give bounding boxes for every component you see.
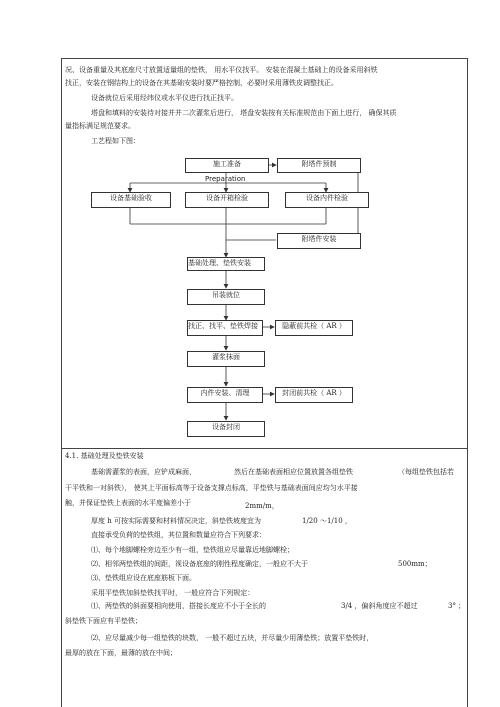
intro-line-1: 况、设备重量及其底座尺寸放置适量组的垫铁， 用水平仪找平。 安装在混凝土基础上的设备采用斜铁 — [65, 66, 378, 74]
para-6: 采用平垫铁加斜垫铁找平时， 一般应符合下列规定： — [91, 589, 255, 597]
list-item-2-value: 500mm； — [398, 560, 432, 568]
list-item-3: ⑶、垫铁组应设在底座筋板下面。 — [91, 574, 196, 582]
flow-box-attach-make: 附塔件预制 — [277, 158, 361, 173]
para-4: 厚度 h 可按实际需要和材料情况决定，斜垫铁坡度宜为 — [91, 517, 261, 525]
intro-line-5: 量指标满足规范要求。 — [65, 122, 135, 130]
flow-box-prep: 施工准备 — [185, 158, 269, 173]
para-1a: 基础需灌浆的表面，应铲成麻面， — [91, 468, 196, 476]
para-8: 最厚的放在下面，最薄的放在中间； — [65, 649, 177, 657]
para-4-value: 1/20 ～1/10 ， — [302, 517, 352, 525]
para-3: 触，并保证垫铁上表面的水平度偏差小于 — [65, 499, 191, 507]
para-1b: 然后在基础表面相应位置放置各组垫铁 — [234, 468, 353, 476]
list-item-4b: 3/4 ，偏斜角度应不超过 — [341, 602, 418, 610]
flow-box-concealed-check: 隐蔽前共检（ AR ） — [275, 320, 353, 336]
flow-box-seal: 设备封闭 — [187, 421, 265, 437]
list-item-4c: 3° ； — [448, 602, 466, 610]
flow-box-grout: 灌浆抹面 — [187, 351, 265, 367]
flow-box-unpack-inspect: 设备开箱检验 — [185, 192, 269, 208]
intro-line-2: 找正，安装在钢结构上的设备在其基础安装时要严格控制，必要时采用薄铁皮调整找正。 — [65, 79, 338, 87]
flow-box-closing-check: 封闭前共检（ AR ） — [275, 387, 353, 403]
list-item-1: ⑴、每个地脚螺栓旁边至少有一组，垫铁组应尽量靠近地脚螺栓； — [91, 546, 294, 554]
section-heading: 4.1. 基础处理及垫铁安装 — [65, 452, 144, 460]
flow-box-hoist: 吊装就位 — [187, 289, 265, 305]
list-item-4a: ⑴、两垫铁的斜面要相向使用，搭接长度应不小于全长的 — [91, 602, 266, 610]
intro-line-6: 工艺程如下图： — [91, 137, 140, 145]
flow-box-foundation-accept: 设备基础验收 — [91, 192, 171, 208]
flow-prep-en-label: Preparation — [205, 175, 246, 183]
flow-box-base-treat: 基础处理、垫铁安装 — [187, 257, 265, 271]
para-5: 直接承受负荷的垫铁组，其位置和数量应符合下列要求： — [91, 531, 266, 539]
list-item-2: ⑵、相邻两垫铁组的间距，视设备底座的刚性程度确定，一般应不大于 — [91, 560, 308, 568]
intro-line-4: 塔盘和填料的安装待对接并并二次灌浆后进行， 塔盘安装按有关标准规范由下面上进行， 确保其质 — [91, 109, 397, 117]
para-7: 斜垫铁下面应有平垫铁； — [65, 617, 142, 625]
flow-box-align: 找正、找平、垫铁焊接 — [187, 320, 263, 336]
list-item-5: ⑵、应尽量减少每一组垫铁的块数， 一般不超过五块，并尽量少用薄垫铁；放置平垫铁时， — [91, 634, 374, 642]
flow-box-attach-install: 附塔件安装 — [277, 233, 361, 249]
flow-box-internals-install: 内件安装、清理 — [187, 387, 263, 403]
flow-box-internals-inspect: 设备内件检验 — [285, 192, 369, 208]
para-1c: （每组垫铁包括若 — [398, 468, 454, 476]
para-3-value: 2mm/m， — [245, 502, 279, 510]
intro-line-3: 设备就位后采用经纬仪或水平仪进行找正找平。 — [91, 94, 238, 102]
para-2: 干平铁和一对斜铁）， 使其上平面标高等于设备支撑点标高，平垫铁与基础表面间应均匀水平接 — [65, 484, 358, 492]
